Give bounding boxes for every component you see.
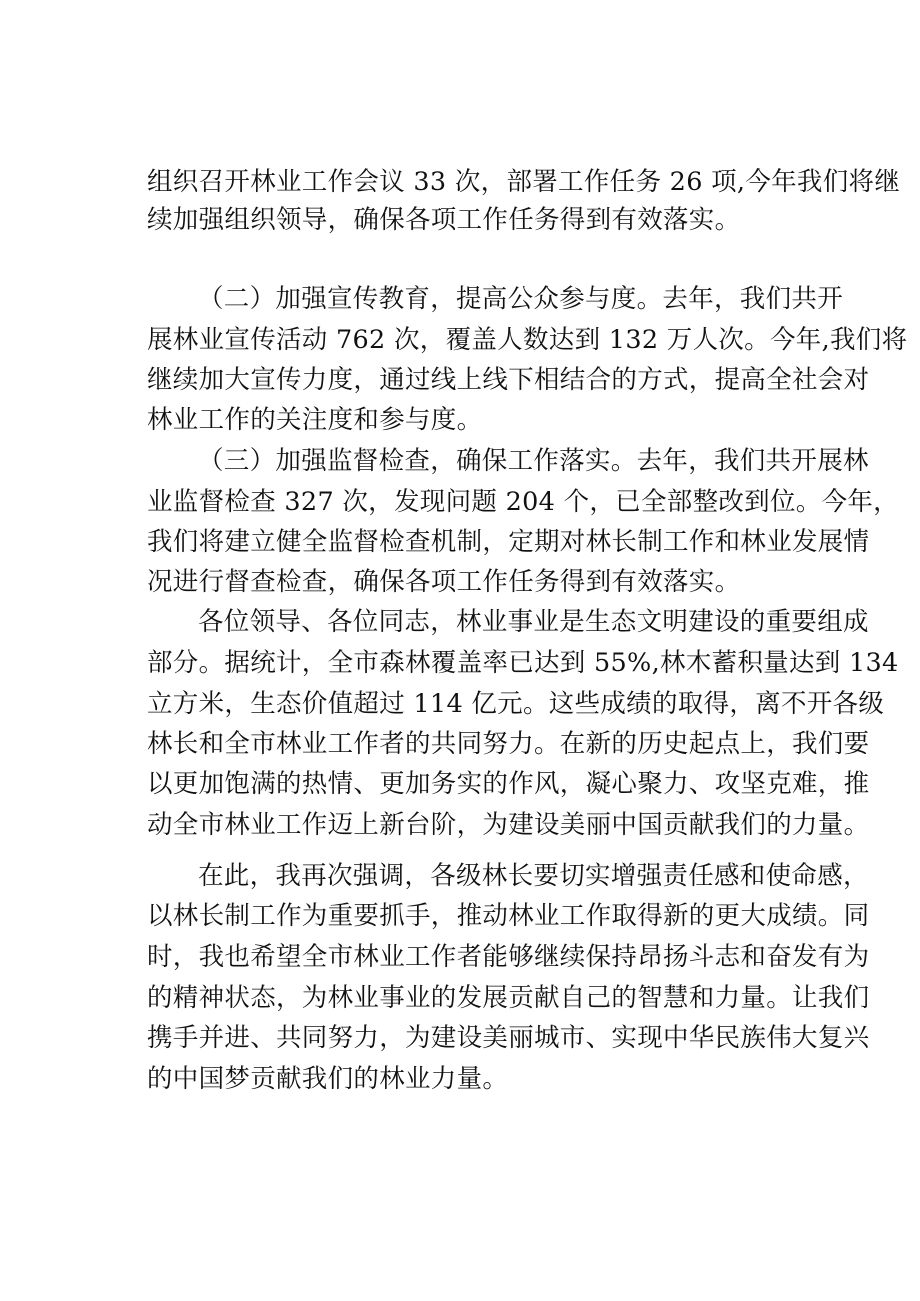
- text-line: 续加强组织领导，确保各项工作任务得到有效落实。: [147, 205, 741, 235]
- text-line: 部分。据统计，全市森林覆盖率已达到 55%,林木蓄积量达到 134: [147, 648, 899, 678]
- paragraph-first-line: 在此，我再次强调，各级林长要切实增强责任感和使命感，: [198, 861, 869, 891]
- text-line: 业监督检查 327 次，发现问题 204 个，已全部整改到位。今年，: [147, 487, 899, 517]
- text-line: 立方米，生态价值超过 114 亿元。这些成绩的取得，离不开各级: [147, 689, 885, 719]
- text-line: 林业工作的关注度和参与度。: [147, 405, 483, 435]
- text-line: 我们将建立健全监督检查机制，定期对林长制工作和林业发展情: [147, 527, 870, 557]
- text-line: 以林长制工作为重要抓手，推动林业工作取得新的更大成绩。同: [147, 901, 870, 931]
- text-line: 林长和全市林业工作者的共同努力。在新的历史起点上，我们要: [147, 729, 870, 759]
- text-line: 动全市林业工作迈上新台阶，为建设美丽中国贡献我们的力量。: [147, 810, 870, 840]
- text-line: 展林业宣传活动 762 次，覆盖人数达到 132 万人次。今年,我们将: [147, 325, 908, 355]
- text-line: 以更加饱满的热情、更加务实的作风，凝心聚力、攻坚克难，推: [147, 769, 870, 799]
- text-line: 的中国梦贡献我们的林业力量。: [147, 1064, 509, 1094]
- section-heading-line: （二）加强宣传教育，提高公众参与度。去年，我们共开: [198, 284, 844, 314]
- text-line: 携手并进、共同努力，为建设美丽城市、实现中华民族伟大复兴: [147, 1023, 870, 1053]
- text-line: 时，我也希望全市林业工作者能够继续保持昂扬斗志和奋发有为: [147, 942, 870, 972]
- text-line: 继续加大宣传力度，通过线上线下相结合的方式，提高全社会对: [147, 365, 870, 395]
- text-line: 组织召开林业工作会议 33 次，部署工作任务 26 项,今年我们将继: [147, 167, 901, 197]
- text-line: 况进行督查检查，确保各项工作任务得到有效落实。: [147, 567, 741, 597]
- paragraph-first-line: 各位领导、各位同志，林业事业是生态文明建设的重要组成: [198, 607, 869, 637]
- section-heading-line: （三）加强监督检查，确保工作落实。去年，我们共开展林: [198, 446, 869, 476]
- text-line: 的精神状态，为林业事业的发展贡献自己的智慧和力量。让我们: [147, 983, 870, 1013]
